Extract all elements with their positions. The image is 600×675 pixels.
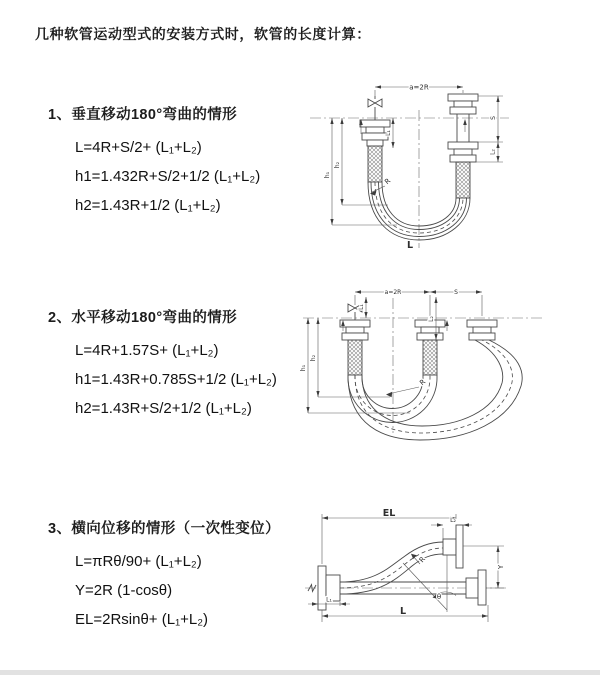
diagram-vertical-180-bend	[302, 70, 537, 262]
page-title: 几种软管运动型式的安装方式时，软管的长度计算：	[35, 26, 371, 42]
break-mark	[308, 585, 316, 592]
formula-line: L=πRθ/90+ (L₁+L₂)	[75, 553, 202, 570]
radius-line	[403, 555, 447, 612]
formula-list	[75, 133, 260, 220]
dim-label-l1: L₁	[326, 596, 332, 604]
section-horizontal-movement	[48, 306, 277, 423]
formula-line: Y=2R (1-cosθ)	[75, 582, 173, 599]
formula-line: EL=2Rsinθ+ (L₁+L₂)	[75, 611, 209, 628]
valve-icon	[368, 96, 382, 120]
formula-list	[75, 336, 277, 423]
formula-line: L=4R+1.57S+ (L₁+L₂)	[75, 342, 219, 359]
formula-list	[75, 547, 280, 634]
diagram-lateral-displacement	[300, 498, 585, 656]
section-heading: 1、垂直移动180°弯曲的情形	[48, 107, 238, 123]
formula-line: h1=1.432R+S/2+1/2 (L₁+L₂)	[75, 168, 261, 185]
dim-label-h1: h₁	[300, 364, 307, 372]
dim-label-l2: L₂	[428, 316, 435, 322]
left-pipe-assembly	[340, 320, 370, 375]
dim-label-h2: h₂	[310, 354, 317, 362]
braided-hose-section	[456, 162, 470, 198]
dim-label-h1: h₁	[324, 171, 331, 179]
section-heading: 2、水平移动180°弯曲的情形	[48, 310, 238, 326]
dim-label-el: EL	[382, 508, 396, 519]
dim-label-y: Y	[497, 564, 505, 570]
dim-label-r: R	[418, 377, 428, 388]
dim-label-r: R	[383, 176, 393, 187]
dim-label-l1: L₁	[358, 304, 365, 310]
middle-pipe-assembly	[415, 320, 445, 375]
dim-label-a2r: a=2R	[409, 83, 429, 92]
left-pipe-assembly	[360, 120, 390, 182]
braided-hose-section	[423, 340, 437, 375]
page-edge-shadow	[0, 670, 600, 675]
right-pipe-assembly	[448, 94, 478, 198]
dim-label-l2: L₂	[450, 517, 456, 524]
dim-label-l1: L₁	[385, 130, 392, 136]
right-pipe-assembly	[467, 320, 497, 340]
dim-label-l: L	[406, 240, 414, 251]
section-vertical-movement	[48, 103, 260, 220]
formula-line: h2=1.43R+1/2 (L₁+L₂)	[75, 197, 221, 214]
section-heading: 3、横向位移的情形（一次性变位）	[48, 521, 280, 537]
section-lateral-displacement	[48, 517, 280, 634]
dim-label-l: L	[399, 606, 407, 617]
formula-line: h1=1.43R+0.785S+1/2 (L₁+L₂)	[75, 371, 277, 388]
braided-hose-section	[348, 340, 362, 375]
dim-label-a2r: a=2R	[384, 289, 402, 297]
upper-right-flange	[443, 525, 463, 568]
lower-right-flange	[466, 570, 486, 605]
dim-label-h2: h₂	[334, 161, 341, 169]
braided-hose-section	[368, 146, 382, 182]
formula-line: L=4R+S/2+ (L₁+L₂)	[75, 139, 202, 156]
dim-label-s: S	[490, 116, 497, 120]
dim-label-l2: L₂	[489, 149, 497, 155]
formula-line: h2=1.43R+S/2+1/2 (L₁+L₂)	[75, 400, 252, 417]
dim-label-s: S	[454, 289, 458, 297]
dim-label-theta: θ	[436, 593, 442, 601]
hose-displaced-position	[340, 542, 443, 594]
diagram-horizontal-180-bend	[298, 283, 550, 455]
dim-label-r: R	[417, 555, 428, 565]
